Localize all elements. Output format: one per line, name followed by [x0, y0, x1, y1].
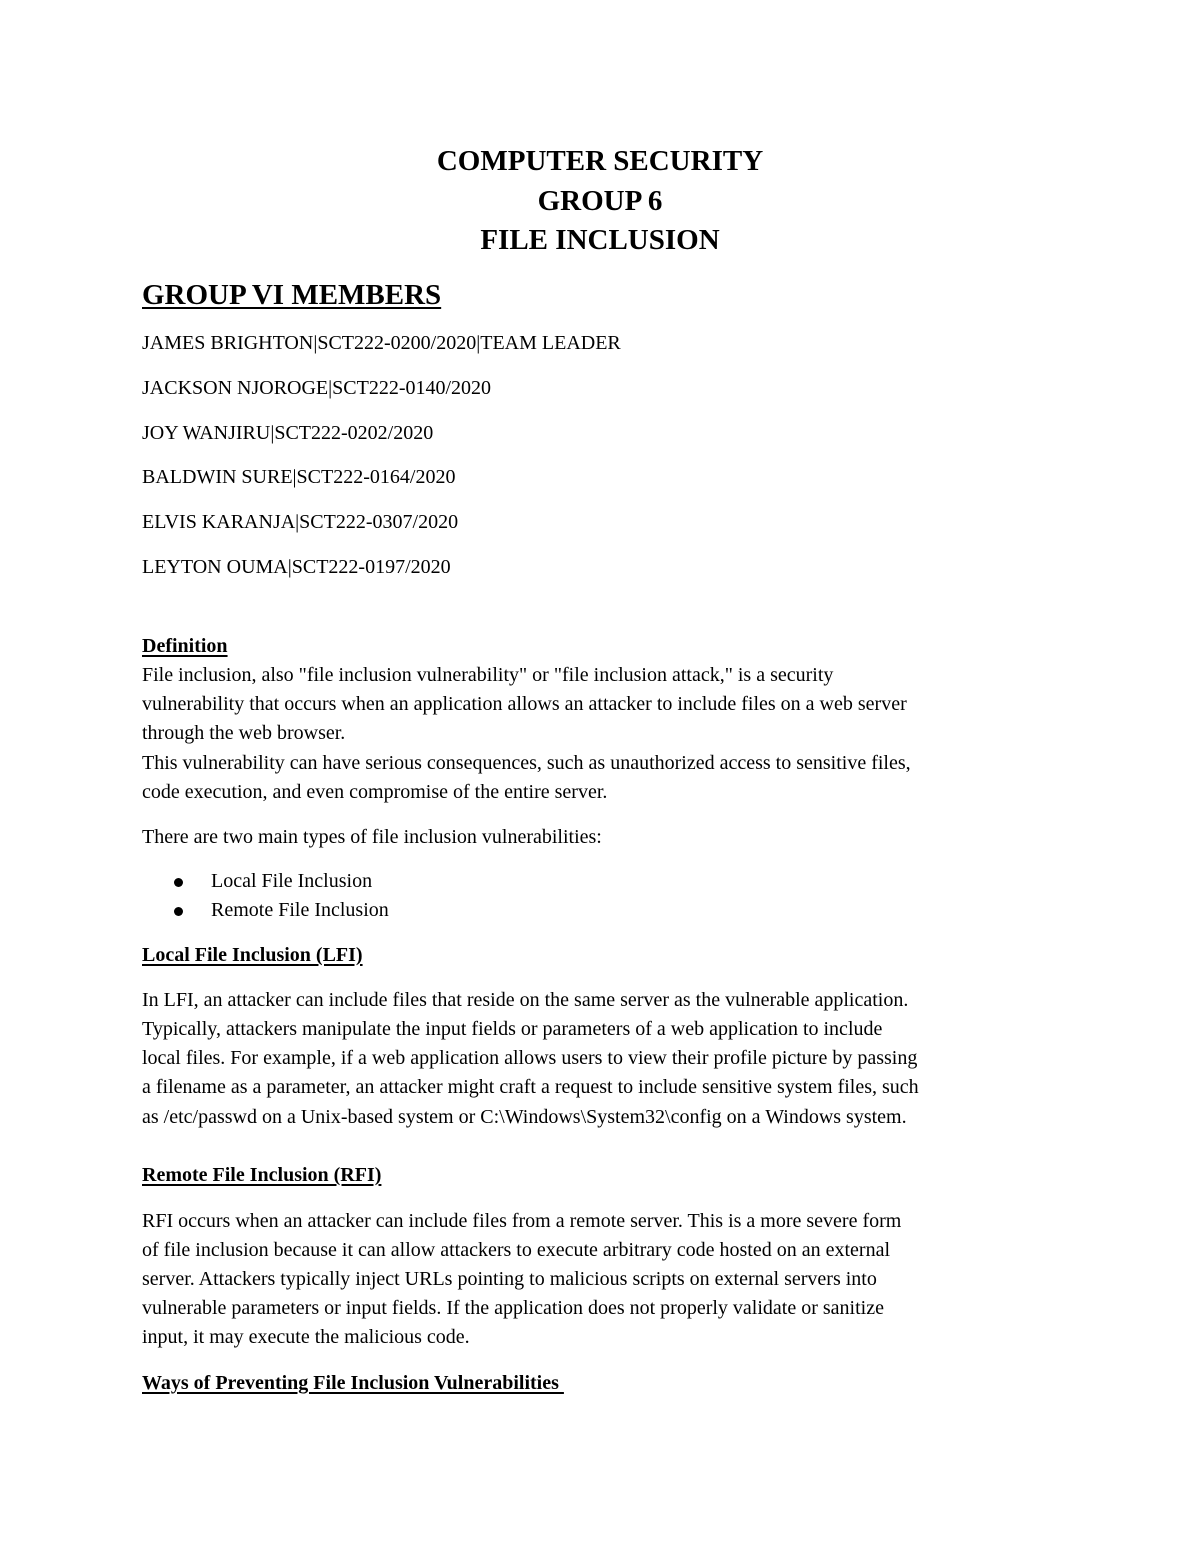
member-line: BALDWIN SURE|SCT222-0164/2020: [142, 466, 456, 488]
members-heading: GROUP VI MEMBERS: [142, 279, 442, 311]
rfi-line: RFI occurs when an attacker can include files from a remote server. This is a more severe form: [142, 1210, 902, 1232]
member-line: JOY WANJIRU|SCT222-0202/2020: [142, 422, 434, 444]
definition-line: File inclusion, also "file inclusion vulnerability" or "file inclusion attack," is a security: [142, 664, 834, 686]
definition-line: vulnerability that occurs when an application allows an attacker to include files on a web server: [142, 693, 907, 715]
member-line: LEYTON OUMA|SCT222-0197/2020: [142, 556, 451, 578]
rfi-line: vulnerable parameters or input fields. If the application does not properly validate or sanitize: [142, 1297, 884, 1319]
types-intro: There are two main types of file inclusion vulnerabilities:: [142, 826, 602, 848]
list-item: Remote File Inclusion: [211, 899, 389, 921]
lfi-line: as /etc/passwd on a Unix-based system or C:\Windows\System32\config on a Windows system.: [142, 1106, 907, 1128]
topic-title: FILE INCLUSION: [480, 224, 720, 256]
member-line: JACKSON NJOROGE|SCT222-0140/2020: [142, 377, 492, 399]
bullet-icon: [174, 878, 183, 887]
rfi-line: server. Attackers typically inject URLs pointing to malicious scripts on external servers into: [142, 1268, 877, 1290]
lfi-line: Typically, attackers manipulate the input fields or parameters of a web application to include: [142, 1018, 883, 1040]
lfi-line: local files. For example, if a web application allows users to view their profile picture by passing: [142, 1047, 918, 1069]
lfi-heading: Local File Inclusion (LFI): [142, 944, 363, 966]
bullet-icon: [174, 907, 183, 916]
definition-line: code execution, and even compromise of the entire server.: [142, 781, 608, 803]
rfi-heading: Remote File Inclusion (RFI): [142, 1164, 382, 1186]
member-line: ELVIS KARANJA|SCT222-0307/2020: [142, 511, 459, 533]
lfi-line: a filename as a parameter, an attacker might craft a request to include sensitive system files, such: [142, 1076, 919, 1098]
list-item: Local File Inclusion: [211, 870, 373, 892]
course-title: COMPUTER SECURITY: [436, 145, 764, 177]
prevention-heading: Ways of Preventing File Inclusion Vulnerabilities: [142, 1372, 564, 1394]
definition-line: through the web browser.: [142, 722, 346, 744]
lfi-line: In LFI, an attacker can include files that reside on the same server as the vulnerable application.: [142, 989, 909, 1011]
rfi-line: of file inclusion because it can allow attackers to execute arbitrary code hosted on an external: [142, 1239, 891, 1261]
rfi-line: input, it may execute the malicious code.: [142, 1326, 470, 1348]
member-line: JAMES BRIGHTON|SCT222-0200/2020|TEAM LEADER: [142, 332, 621, 354]
group-title: GROUP 6: [537, 185, 663, 217]
definition-line: This vulnerability can have serious consequences, such as unauthorized access to sensitive files,: [142, 752, 911, 774]
definition-heading: Definition: [142, 635, 228, 657]
